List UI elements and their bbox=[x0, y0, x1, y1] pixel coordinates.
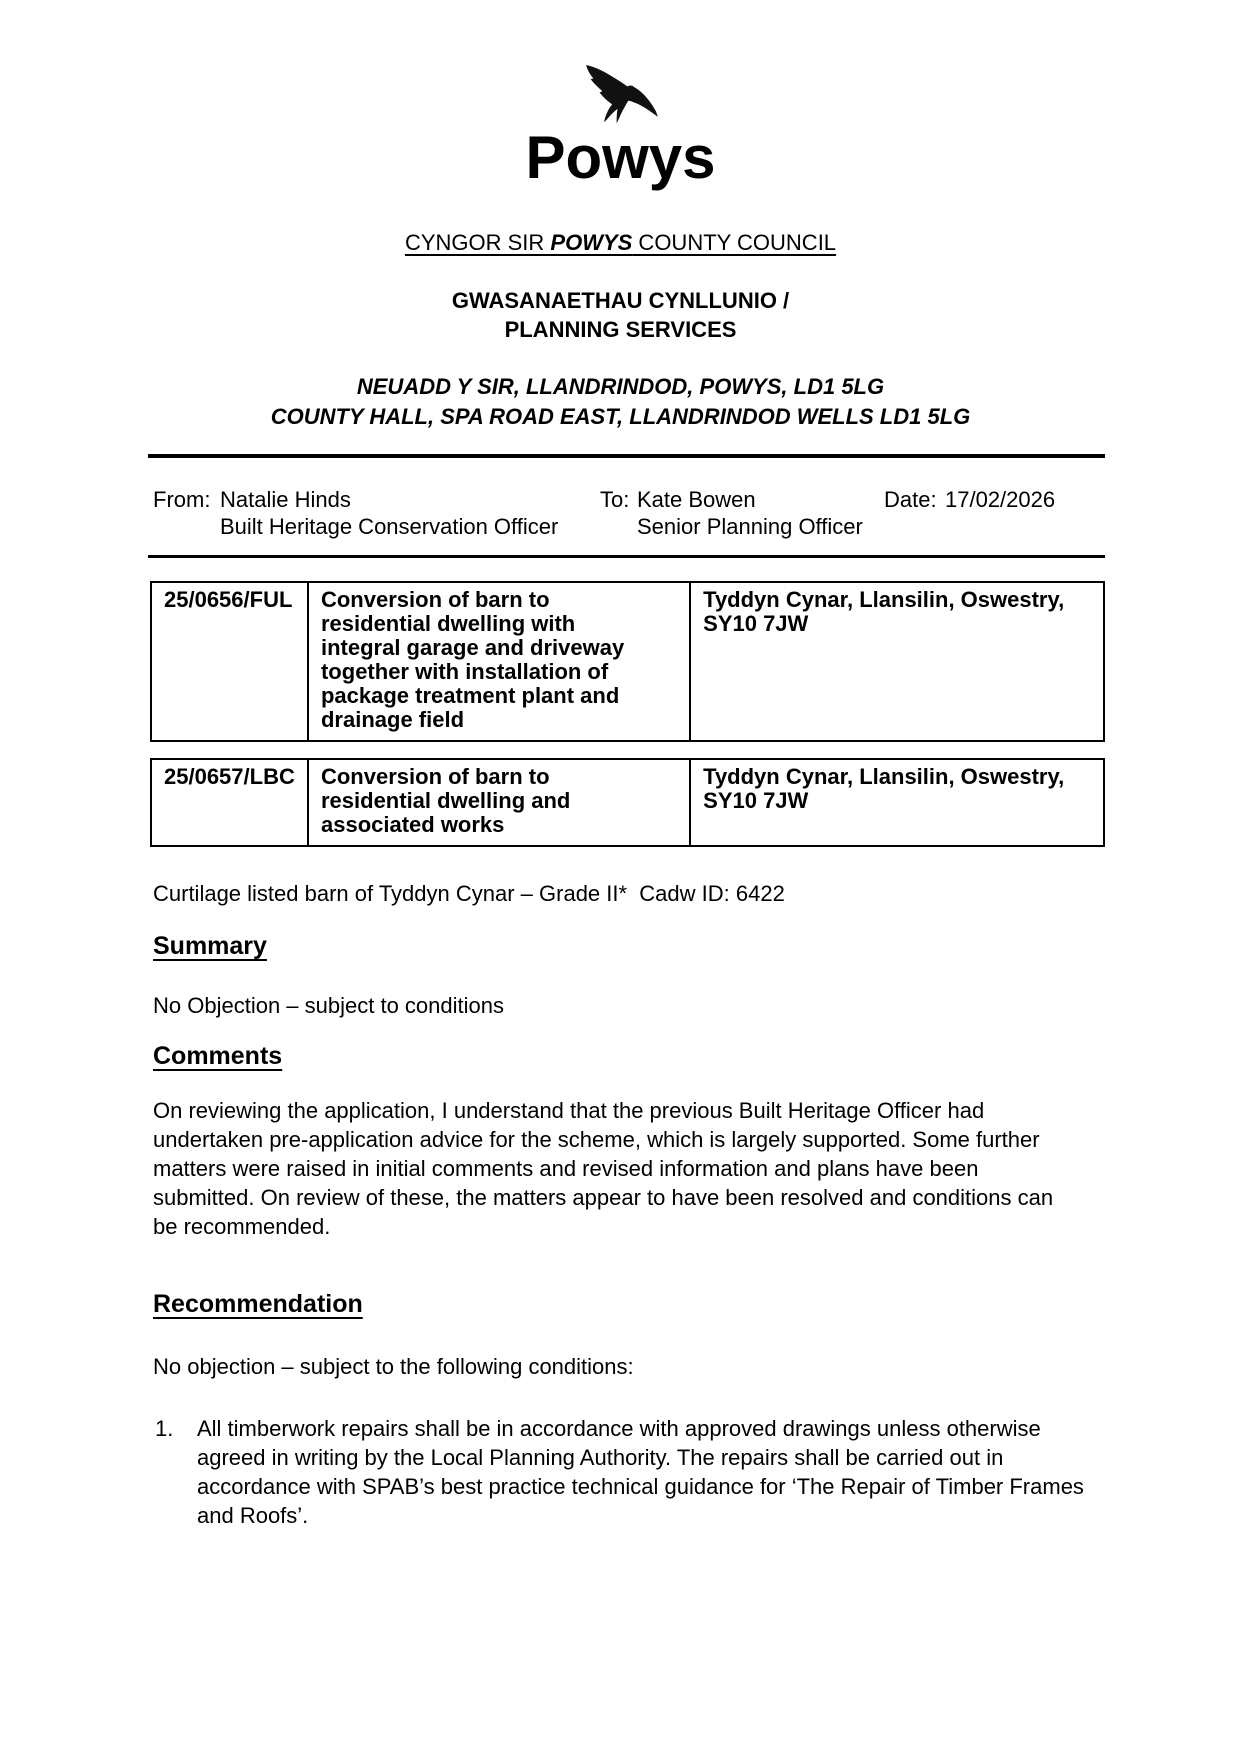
to-title: Senior Planning Officer bbox=[637, 514, 863, 539]
application-ref: 25/0657/LBC bbox=[151, 759, 308, 846]
recommendation-heading: Recommendation bbox=[153, 1290, 363, 1318]
department-line-english: PLANNING SERVICES bbox=[504, 317, 737, 342]
condition-number: 1. bbox=[155, 1416, 174, 1441]
comments-heading: Comments bbox=[153, 1042, 283, 1070]
condition-item-1 bbox=[155, 1414, 1087, 1530]
powys-logo-wordmark: Powys bbox=[525, 124, 716, 191]
to-name: Kate Bowen bbox=[637, 487, 756, 512]
application-table-2 bbox=[150, 758, 1105, 847]
comments-text: On reviewing the application, I understand that the previous Built Heritage Officer had undertaken pre-application advice for the scheme, which is largely supported. Some further matters were raised in initial comments and revised information and plans have been submitted. On review of these, the matters appear to have been resolved and conditions can be recommended. bbox=[153, 1098, 1054, 1239]
horizontal-rule-top bbox=[148, 454, 1105, 458]
memo-from bbox=[153, 486, 558, 540]
date-label: Date: bbox=[884, 487, 937, 512]
council-heading-powys: POWYS bbox=[550, 230, 633, 255]
table-row bbox=[151, 582, 1104, 741]
condition-text: All timberwork repairs shall be in accordance with approved drawings unless otherwise agreed in writing by the Local Planning Authority. The repairs shall be carried out in accordance with SPAB’s best practice technical guidance for ‘The Repair of Timber Frames and Roofs’. bbox=[197, 1416, 1084, 1528]
application-address: Tyddyn Cynar, Llansilin, Oswestry, SY10 7JW bbox=[690, 582, 1104, 741]
from-label: From: bbox=[153, 487, 211, 512]
department-heading bbox=[0, 286, 1241, 344]
address-heading bbox=[0, 372, 1241, 432]
application-ref: 25/0656/FUL bbox=[151, 582, 308, 741]
from-name: Natalie Hinds bbox=[220, 487, 351, 512]
recommendation-intro: No objection – subject to the following conditions: bbox=[153, 1354, 634, 1379]
address-line-welsh: NEUADD Y SIR, LLANDRINDOD, POWYS, LD1 5LG bbox=[356, 374, 885, 399]
memo-date bbox=[884, 486, 1055, 513]
council-heading-post: COUNTY COUNCIL bbox=[632, 230, 837, 255]
horizontal-rule-memo bbox=[148, 555, 1105, 558]
to-label: To: bbox=[600, 487, 630, 512]
listing-note: Curtilage listed barn of Tyddyn Cynar – Grade II* Cadw ID: 6422 bbox=[153, 881, 785, 906]
summary-heading: Summary bbox=[153, 932, 267, 960]
council-heading-pre: CYNGOR SIR bbox=[404, 230, 551, 255]
application-description: Conversion of barn to residential dwelling and associated works bbox=[308, 759, 690, 846]
department-line-welsh: GWASANAETHAU CYNLLUNIO / bbox=[451, 288, 790, 313]
date-value: 17/02/2026 bbox=[945, 487, 1056, 512]
from-title: Built Heritage Conservation Officer bbox=[220, 514, 559, 539]
application-address: Tyddyn Cynar, Llansilin, Oswestry, SY10 7JW bbox=[690, 759, 1104, 846]
summary-text: No Objection – subject to conditions bbox=[153, 993, 504, 1018]
memo-to bbox=[600, 486, 863, 540]
table-row bbox=[151, 759, 1104, 846]
application-description: Conversion of barn to residential dwelling with integral garage and driveway together with installation of package treatment plant and drainage field bbox=[308, 582, 690, 741]
address-line-english: COUNTY HALL, SPA ROAD EAST, LLANDRINDOD WELLS LD1 5LG bbox=[270, 404, 971, 429]
council-heading bbox=[0, 230, 1241, 256]
application-table-1 bbox=[150, 581, 1105, 742]
